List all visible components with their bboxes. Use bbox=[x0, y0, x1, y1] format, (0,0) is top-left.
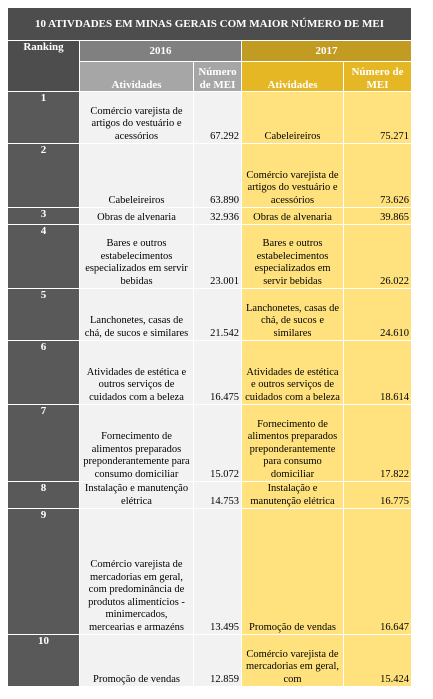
rank-cell: 10 bbox=[8, 635, 80, 687]
table-row bbox=[8, 144, 412, 208]
activity-2016-cell: Comércio varejista de artigos do vestuário e acessórios bbox=[80, 92, 194, 144]
table-row bbox=[8, 509, 412, 635]
activity-2016-cell: Bares e outros estabelecimentos especializados em servir bebidas bbox=[80, 225, 194, 289]
activity-2016-cell: Lanchonetes, casas de chá, de sucos e similares bbox=[80, 289, 194, 341]
count-2016-cell: 13.495 bbox=[194, 509, 242, 635]
ranking-header: Ranking bbox=[8, 41, 80, 92]
activity-2017-cell: Comércio varejista de mercadorias em geral, com bbox=[242, 635, 344, 687]
rank-cell: 2 bbox=[8, 144, 80, 208]
count-2017-cell: 26.022 bbox=[344, 225, 412, 289]
activity-2017-cell: Comércio varejista de artigos do vestuário e acessórios bbox=[242, 144, 344, 208]
table-row bbox=[8, 341, 412, 405]
rank-cell: 1 bbox=[8, 92, 80, 144]
activity-2016-cell: Instalação e manutenção elétrica bbox=[80, 482, 194, 509]
count-2016-cell: 23.001 bbox=[194, 225, 242, 289]
activity-2017-cell: Promoção de vendas bbox=[242, 509, 344, 635]
count-2016-cell: 67.292 bbox=[194, 92, 242, 144]
activity-2017-cell: Atividades de estética e outros serviços de cuidados com a beleza bbox=[242, 341, 344, 405]
activity-2016-cell: Cabeleireiros bbox=[80, 144, 194, 208]
count-2016-cell: 12.859 bbox=[194, 635, 242, 687]
activity-2016-cell: Fornecimento de alimentos preparados preponderantemente para consumo domiciliar bbox=[80, 405, 194, 482]
table-body bbox=[8, 92, 412, 687]
count-2016-cell: 21.542 bbox=[194, 289, 242, 341]
count-2016-cell: 15.072 bbox=[194, 405, 242, 482]
activity-2016-cell: Atividades de estética e outros serviços de cuidados com a beleza bbox=[80, 341, 194, 405]
activities-2017-header: Atividades bbox=[242, 62, 344, 92]
count-2016-header: Número de MEI bbox=[194, 62, 242, 92]
count-2017-cell: 15.424 bbox=[344, 635, 412, 687]
activity-2017-cell: Cabeleireiros bbox=[242, 92, 344, 144]
count-2017-cell: 18.614 bbox=[344, 341, 412, 405]
rank-cell: 8 bbox=[8, 482, 80, 509]
activity-2017-cell: Fornecimento de alimentos preparados preponderantemente para consumo domiciliar bbox=[242, 405, 344, 482]
count-2017-cell: 39.865 bbox=[344, 208, 412, 225]
activities-2016-header: Atividades bbox=[80, 62, 194, 92]
mei-ranking-document bbox=[7, 7, 411, 687]
count-2017-cell: 16.647 bbox=[344, 509, 412, 635]
rank-cell: 7 bbox=[8, 405, 80, 482]
table-row bbox=[8, 92, 412, 144]
activity-2017-cell: Lanchonetes, casas de chá, de sucos e similares bbox=[242, 289, 344, 341]
activity-2017-cell: Instalação e manutenção elétrica bbox=[242, 482, 344, 509]
mei-ranking-table bbox=[7, 7, 412, 687]
table-row bbox=[8, 405, 412, 482]
table-row bbox=[8, 208, 412, 225]
count-2016-cell: 16.475 bbox=[194, 341, 242, 405]
rank-cell: 6 bbox=[8, 341, 80, 405]
count-2016-cell: 32.936 bbox=[194, 208, 242, 225]
table-title: 10 ATIVDADES EM MINAS GERAIS COM MAIOR NÚMERO DE MEI bbox=[8, 8, 412, 41]
count-2017-cell: 73.626 bbox=[344, 144, 412, 208]
activity-2017-cell: Obras de alvenaria bbox=[242, 208, 344, 225]
activity-2016-cell: Promoção de vendas bbox=[80, 635, 194, 687]
rank-cell: 5 bbox=[8, 289, 80, 341]
rank-cell: 9 bbox=[8, 509, 80, 635]
year-2017-header: 2017 bbox=[242, 41, 412, 62]
rank-cell: 3 bbox=[8, 208, 80, 225]
count-2017-cell: 17.822 bbox=[344, 405, 412, 482]
count-2016-cell: 14.753 bbox=[194, 482, 242, 509]
count-2017-header: Número de MEI bbox=[344, 62, 412, 92]
table-row bbox=[8, 289, 412, 341]
year-2016-header: 2016 bbox=[80, 41, 242, 62]
activity-2017-cell: Bares e outros estabelecimentos especializados em servir bebidas bbox=[242, 225, 344, 289]
count-2017-cell: 16.775 bbox=[344, 482, 412, 509]
count-2017-cell: 24.610 bbox=[344, 289, 412, 341]
count-2017-cell: 75.271 bbox=[344, 92, 412, 144]
table-row bbox=[8, 635, 412, 687]
table-row bbox=[8, 482, 412, 509]
rank-cell: 4 bbox=[8, 225, 80, 289]
table-row bbox=[8, 225, 412, 289]
count-2016-cell: 63.890 bbox=[194, 144, 242, 208]
activity-2016-cell: Comércio varejista de mercadorias em geral, com predominância de produtos alimentícios - minimercados, mercearias e armazéns bbox=[80, 509, 194, 635]
activity-2016-cell: Obras de alvenaria bbox=[80, 208, 194, 225]
